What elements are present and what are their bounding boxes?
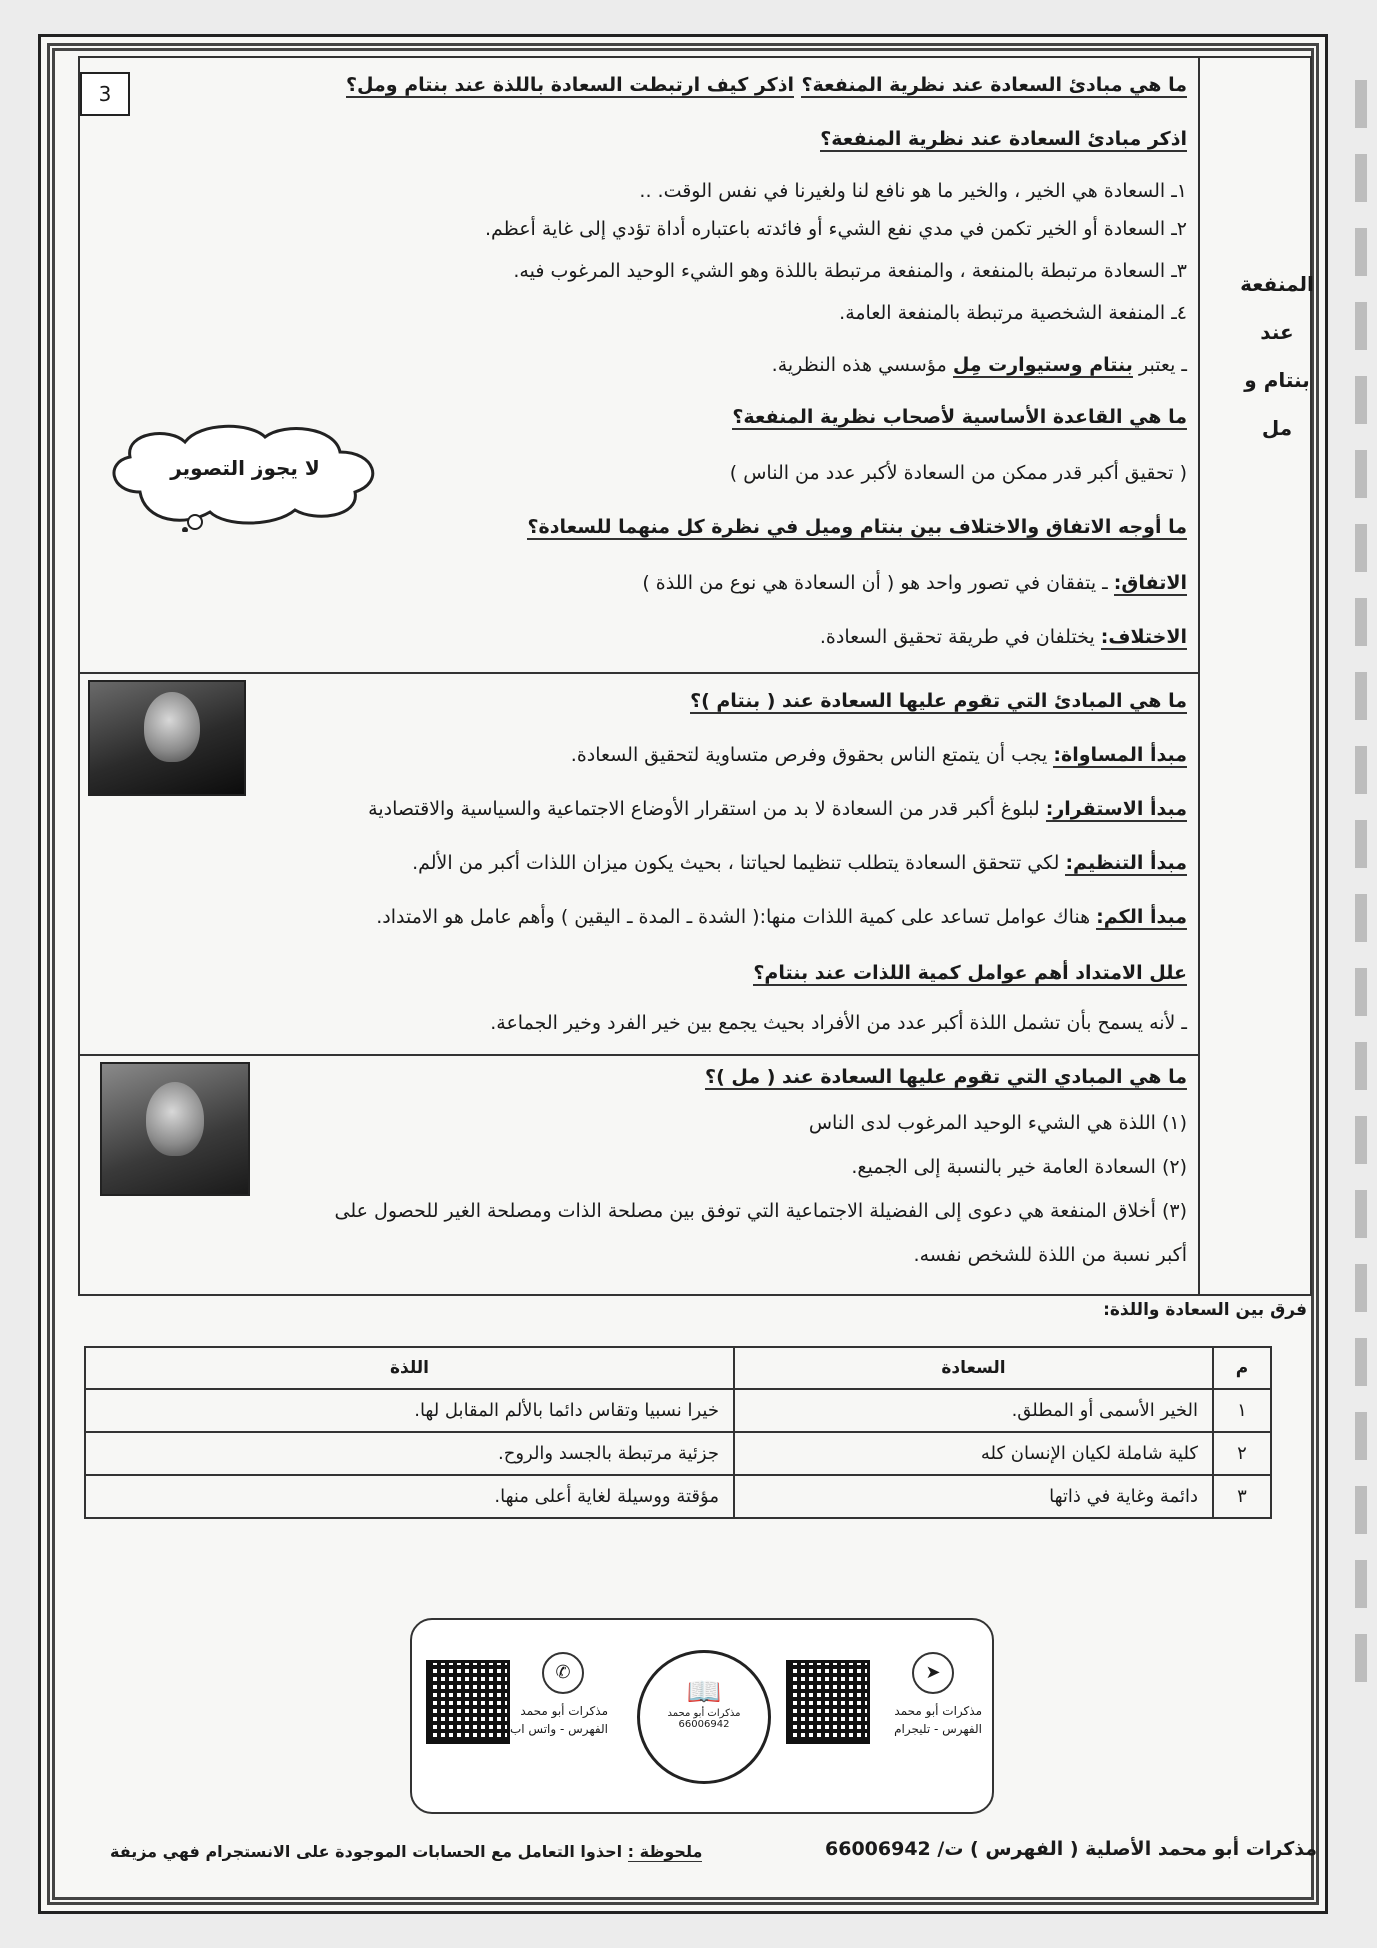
source-line: مذكرات أبو محمد الأصلية ( الفهرس ) ت/ 66006942 xyxy=(825,1838,1317,1860)
bentham-principle: مبدأ التنظيم: لكي تتحقق السعادة يتطلب تنظيما لحياتنا ، بحيث يكون ميزان اللذات أكبر من الألم. xyxy=(412,852,1187,874)
telegram-qr-icon[interactable] xyxy=(786,1660,870,1744)
principle-item: ٣ـ السعادة مرتبطة بالمنفعة ، والمنفعة مرتبطة باللذة وهو الشيء الوحيد المرغوب فيه. xyxy=(513,260,1187,282)
mill-principle: (٣) أخلاق المنفعة هي دعوى إلى الفضيلة الاجتماعية التي توفق بين مصلحة الذات ومصلحة الغير للحصول على xyxy=(334,1200,1187,1222)
section-divider-1 xyxy=(78,672,1200,674)
comparison-table xyxy=(84,1346,1272,1519)
principle-item: ٢ـ السعادة أو الخير تكمن في مدي نفع الشيء أو فائدته باعتباره أداة تؤدي إلى غاية أعظم. xyxy=(484,218,1187,240)
founders-line: ـ يعتبر بنتام وستيوارت مِل مؤسسي هذه النظرية. xyxy=(771,354,1187,376)
bentham-principle: مبدأ المساواة: يجب أن يتمتع الناس بحقوق وفرص متساوية لتحقيق السعادة. xyxy=(570,744,1187,766)
whatsapp-caption: مذكرات أبو محمد الفهرس - واتس اب xyxy=(509,1704,608,1736)
section-divider-2 xyxy=(78,1054,1200,1056)
mill-principle: (٢) السعادة العامة خير بالنسبة إلى الجميع. xyxy=(851,1156,1187,1178)
question-bentham-principles: ما هي المبادئ التي تقوم عليها السعادة عند ( بنتام )؟ xyxy=(690,690,1187,712)
pleasure-cell: جزئية مرتبطة بالجسد والروح. xyxy=(85,1432,734,1475)
question-pleasure-link: اذكر كيف ارتبطت السعادة باللذة عند بنتام ومل؟ xyxy=(346,74,794,96)
side-topic-label: المنفعة عند بنتام و مل xyxy=(1240,272,1314,440)
bentham-portrait xyxy=(88,680,246,796)
table-row: ١ الخير الأسمى أو المطلق. خيرا نسبيا وتقاس دائما بالألم المقابل لها. xyxy=(85,1389,1271,1432)
page-number: 3 xyxy=(80,72,130,116)
col-header-index: م xyxy=(1213,1347,1271,1389)
brand-logo: 📖 مذكرات أبو محمد 66006942 xyxy=(637,1650,771,1784)
table-header-row xyxy=(85,1347,1271,1389)
question-basic-rule: ما هي القاعدة الأساسية لأصحاب نظرية المنفعة؟ xyxy=(732,406,1187,428)
question-mill-principles: ما هي المبادي التي تقوم عليها السعادة عند ( مل )؟ xyxy=(705,1066,1187,1088)
bentham-principle: مبدأ الاستقرار: لبلوغ أكبر قدر من السعادة لا بد من استقرار الأوضاع الاجتماعية والسياسية والاقتصادية xyxy=(368,798,1187,820)
book-icon: 📖 xyxy=(686,1675,722,1708)
whatsapp-qr-icon[interactable] xyxy=(426,1660,510,1744)
table-row: ٣ دائمة وغاية في ذاتها مؤقتة ووسيلة لغاية أعلى منها. xyxy=(85,1475,1271,1518)
mill-portrait xyxy=(100,1062,250,1196)
table-row: ٢ كلية شاملة لكيان الإنسان كله جزئية مرتبطة بالجسد والروح. xyxy=(85,1432,1271,1475)
comparison-title: فرق بين السعادة واللذة: xyxy=(1103,1300,1307,1320)
cloud-text: لا يجوز التصوير xyxy=(170,456,320,480)
bentham-principle: مبدأ الكم: هناك عوامل تساعد على كمية اللذات منها:( الشدة ـ المدة ـ اليقين ) وأهم عامل هو الامتداد. xyxy=(376,906,1187,928)
happiness-cell: كلية شاملة لكيان الإنسان كله xyxy=(734,1432,1213,1475)
binder-tabs xyxy=(1355,80,1369,1708)
col-header-pleasure: اللذة xyxy=(85,1347,734,1389)
principle-item: ١ـ السعادة هي الخير ، والخير ما هو نافع لنا ولغيرنا في نفس الوقت. .. xyxy=(639,180,1187,202)
difference-line: الاختلاف: يختلفان في طريقة تحقيق السعادة. xyxy=(819,626,1187,648)
question-agree-differ: ما أوجه الاتفاق والاختلاف بين بنتام وميل في نظرة كل منهما للسعادة؟ xyxy=(527,516,1187,538)
question-principles-utility: ما هي مبادئ السعادة عند نظرية المنفعة؟ xyxy=(801,74,1187,96)
principle-item: ٤ـ المنفعة الشخصية مرتبطة بالمنفعة العامة. xyxy=(839,302,1187,324)
basic-rule-answer: ( تحقيق أكبر قدر ممكن من السعادة لأكبر عدد من الناس ) xyxy=(729,462,1187,484)
warning-note: ملحوظة : احذوا التعامل مع الحسابات الموجودة على الانستجرام فهي مزيفة xyxy=(110,1842,703,1861)
telegram-caption: مذكرات أبو محمد الفهرس - تليجرام xyxy=(894,1704,982,1736)
question-extension: علل الامتداد أهم عوامل كمية اللذات عند بنتام؟ xyxy=(753,962,1187,984)
telegram-icon: ➤ xyxy=(912,1652,954,1694)
content-frame xyxy=(78,56,1312,1296)
whatsapp-icon: ✆ xyxy=(542,1652,584,1694)
agreement-line: الاتفاق: ـ يتفقان في تصور واحد هو ( أن السعادة هي نوع من اللذة ) xyxy=(642,572,1187,594)
pleasure-cell: خيرا نسبيا وتقاس دائما بالألم المقابل لها. xyxy=(85,1389,734,1432)
side-divider xyxy=(1198,56,1200,1296)
col-header-happiness: السعادة xyxy=(734,1347,1213,1389)
extension-answer: ـ لأنه يسمح بأن تشمل اللذة أكبر عدد من الأفراد بحيث يجمع بين خير الفرد وخير الجماعة. xyxy=(490,1012,1187,1034)
contact-card xyxy=(410,1618,994,1814)
mill-principle: أكبر نسبة من اللذة للشخص نفسه. xyxy=(913,1244,1187,1266)
question-list-principles: اذكر مبادئ السعادة عند نظرية المنفعة؟ xyxy=(820,128,1187,150)
happiness-cell: دائمة وغاية في ذاتها xyxy=(734,1475,1213,1518)
pleasure-cell: مؤقتة ووسيلة لغاية أعلى منها. xyxy=(85,1475,734,1518)
mill-principle: (١) اللذة هي الشيء الوحيد المرغوب لدى الناس xyxy=(808,1112,1187,1134)
happiness-cell: الخير الأسمى أو المطلق. xyxy=(734,1389,1213,1432)
